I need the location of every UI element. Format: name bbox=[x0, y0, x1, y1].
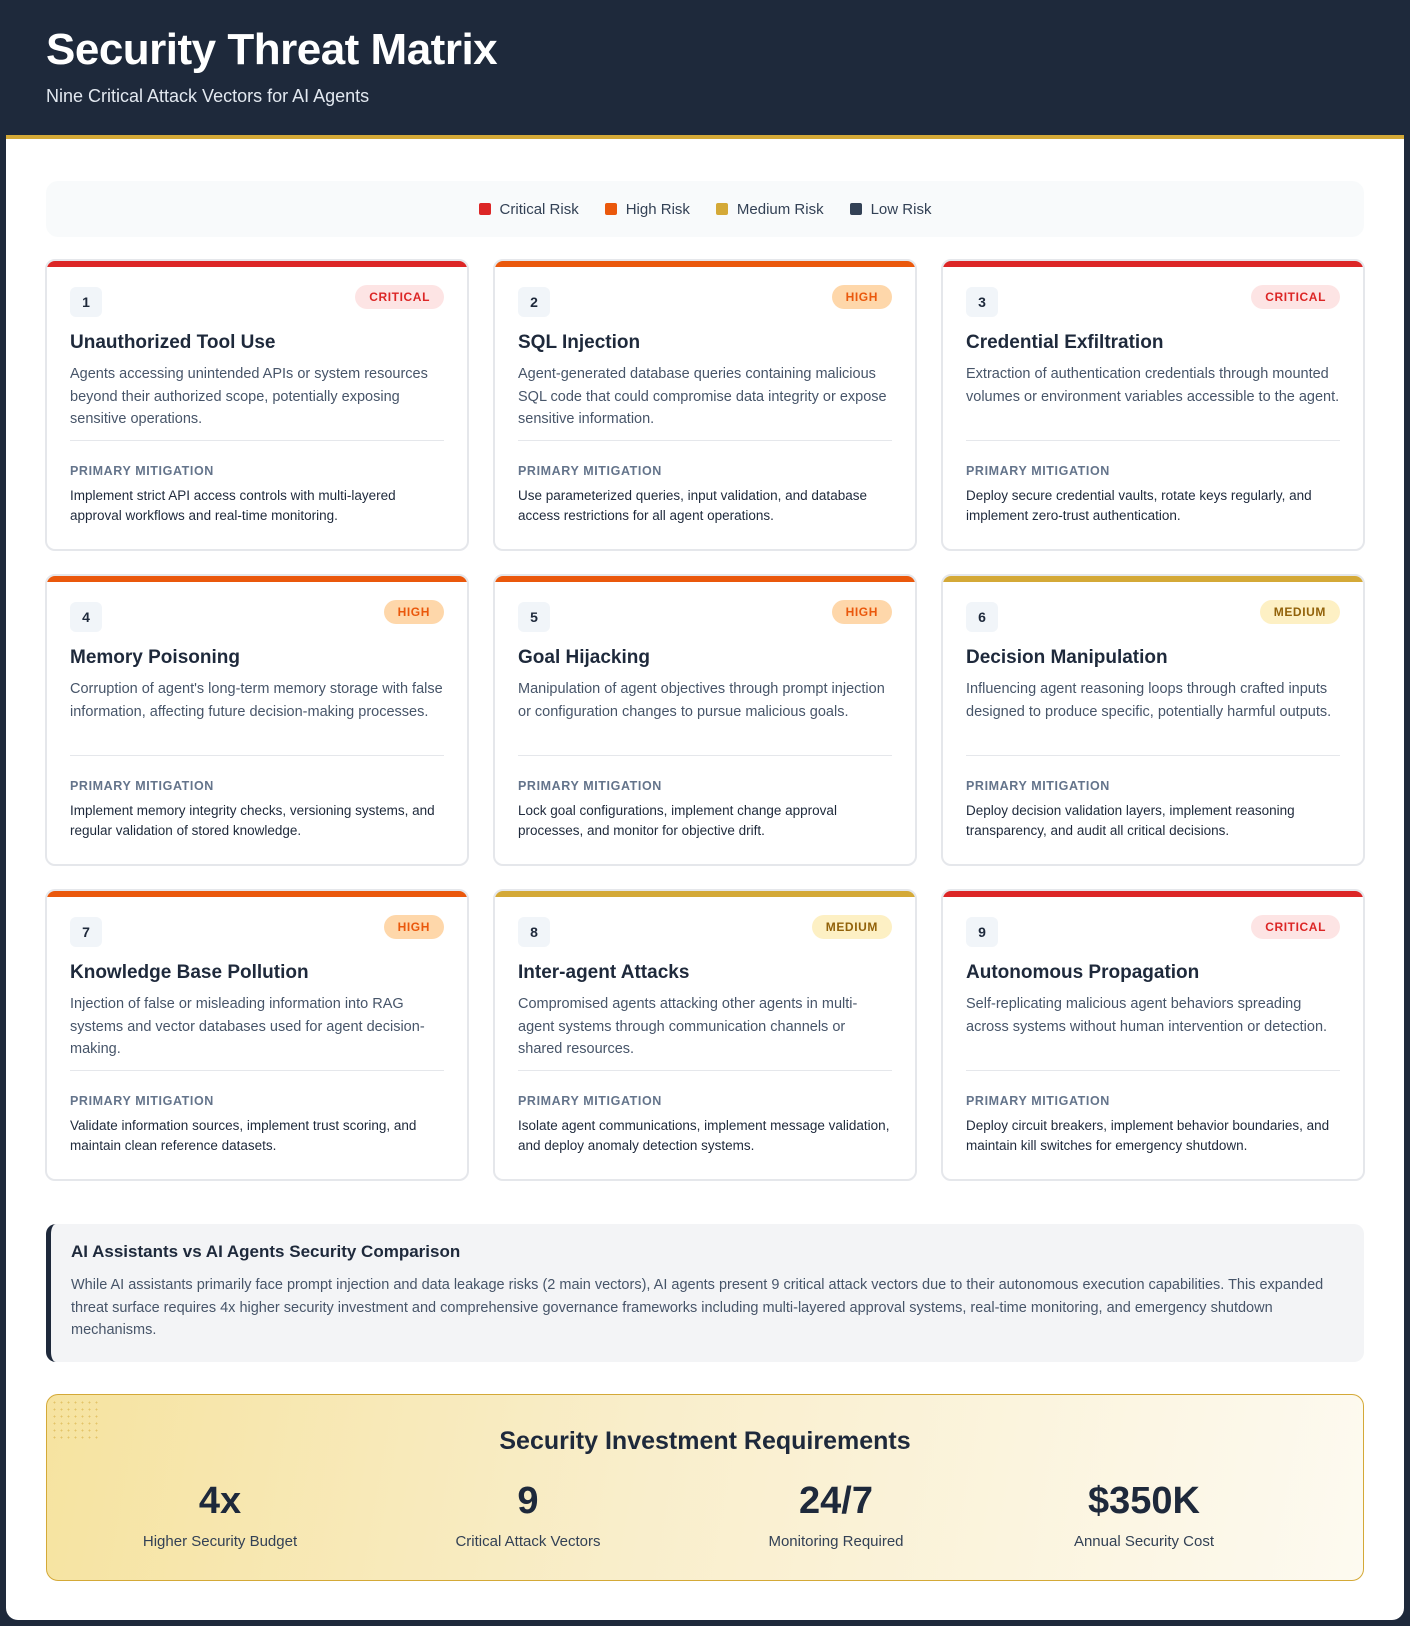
mitigation-text: Isolate agent communications, implement message validation, and deploy anomaly detection systems. bbox=[518, 1118, 890, 1153]
metric-label: Monitoring Required bbox=[768, 1533, 904, 1550]
threat-number: 7 bbox=[70, 917, 102, 947]
threat-description: Extraction of authentication credentials through mounted volumes or environment variables accessible to the agent. bbox=[966, 366, 1340, 405]
card-divider bbox=[966, 440, 1340, 441]
page-header bbox=[0, 0, 1410, 140]
threat-title: Memory Poisoning bbox=[70, 647, 240, 668]
threat-description: Compromised agents attacking other agents in multi-agent systems through communication channels or shared resources. bbox=[518, 996, 858, 1057]
comparison-body: While AI assistants primarily face prompt injection and data leakage risks (2 main vectors), AI agents present 9 critical attack vectors due to their autonomous execution capabilities. This expanded threat surface requires 4x higher security investment and comprehensive governance frameworks including multi-layered approval systems, real-time monitoring, and emergency shutdown mechanisms. bbox=[71, 1277, 1324, 1338]
comparison-callout bbox=[46, 1224, 1364, 1362]
mitigation-label: PRIMARY MITIGATION bbox=[966, 779, 1110, 793]
threat-card-5 bbox=[493, 574, 917, 866]
mitigation-text: Implement strict API access controls with multi-layered approval workflows and real-time monitoring. bbox=[70, 488, 396, 523]
metric-label: Higher Security Budget bbox=[142, 1533, 298, 1550]
mitigation-label: PRIMARY MITIGATION bbox=[518, 1094, 662, 1108]
severity-badge: CRITICAL bbox=[355, 285, 444, 309]
card-divider bbox=[518, 440, 892, 441]
risk-legend bbox=[46, 181, 1364, 237]
threat-description: Agents accessing unintended APIs or system resources beyond their authorized scope, potentially exposing sensitive operations. bbox=[70, 366, 428, 427]
threat-description: Self-replicating malicious agent behaviors spreading across systems without human intervention or detection. bbox=[966, 996, 1328, 1035]
page-subtitle: Nine Critical Attack Vectors for AI Agents bbox=[46, 86, 370, 107]
investment-title: Security Investment Requirements bbox=[499, 1427, 911, 1455]
metric-monitoring bbox=[676, 1479, 996, 1550]
legend-item-critical bbox=[479, 201, 579, 218]
threat-title: Inter-agent Attacks bbox=[518, 962, 690, 983]
severity-badge: MEDIUM bbox=[1260, 600, 1340, 624]
investment-panel bbox=[46, 1394, 1364, 1581]
severity-bar bbox=[943, 261, 1363, 267]
card-divider bbox=[70, 755, 444, 756]
mitigation-label: PRIMARY MITIGATION bbox=[70, 464, 214, 478]
metric-label: Annual Security Cost bbox=[1073, 1533, 1215, 1550]
threat-card-6 bbox=[941, 574, 1365, 866]
card-divider bbox=[70, 440, 444, 441]
severity-bar bbox=[943, 576, 1363, 582]
severity-badge: HIGH bbox=[384, 915, 444, 939]
mitigation-label: PRIMARY MITIGATION bbox=[966, 464, 1110, 478]
threat-title: Autonomous Propagation bbox=[966, 962, 1200, 983]
metric-value: 4x bbox=[198, 1480, 242, 1522]
threat-title: Goal Hijacking bbox=[518, 647, 650, 668]
card-divider bbox=[70, 1070, 444, 1071]
threat-card-8 bbox=[493, 889, 917, 1181]
mitigation-text: Use parameterized queries, input validation, and database access restrictions for all agent operations. bbox=[518, 488, 867, 523]
threat-title: SQL Injection bbox=[518, 332, 641, 353]
threat-number: 5 bbox=[518, 602, 550, 632]
severity-badge: MEDIUM bbox=[812, 915, 892, 939]
severity-bar bbox=[495, 891, 915, 897]
critical-swatch-icon bbox=[479, 203, 491, 215]
mitigation-label: PRIMARY MITIGATION bbox=[70, 779, 214, 793]
threat-description: Manipulation of agent objectives through prompt injection or configuration changes to pursue malicious goals. bbox=[518, 681, 885, 720]
threat-description: Corruption of agent's long-term memory storage with false information, affecting future decision-making processes. bbox=[70, 681, 443, 720]
severity-badge: HIGH bbox=[832, 285, 892, 309]
threat-number: 4 bbox=[70, 602, 102, 632]
severity-bar bbox=[495, 576, 915, 582]
threat-number: 6 bbox=[966, 602, 998, 632]
mitigation-label: PRIMARY MITIGATION bbox=[966, 1094, 1110, 1108]
mitigation-text: Validate information sources, implement trust scoring, and maintain clean reference datasets. bbox=[70, 1118, 417, 1153]
severity-badge: HIGH bbox=[832, 600, 892, 624]
content-sheet bbox=[6, 139, 1404, 1620]
card-divider bbox=[966, 1070, 1340, 1071]
threat-card-4 bbox=[45, 574, 469, 866]
threat-title: Knowledge Base Pollution bbox=[70, 962, 309, 983]
mitigation-label: PRIMARY MITIGATION bbox=[518, 464, 662, 478]
threat-card-1 bbox=[45, 259, 469, 551]
mitigation-text: Lock goal configurations, implement change approval processes, and monitor for objective drift. bbox=[518, 803, 837, 838]
high-swatch-icon bbox=[605, 203, 617, 215]
threat-number: 3 bbox=[966, 287, 998, 317]
comparison-title: AI Assistants vs AI Agents Security Comparison bbox=[71, 1242, 461, 1261]
metric-value: 9 bbox=[517, 1480, 539, 1522]
threat-card-2 bbox=[493, 259, 917, 551]
threat-card-7 bbox=[45, 889, 469, 1181]
legend-label: High Risk bbox=[625, 200, 690, 218]
card-divider bbox=[966, 755, 1340, 756]
metric-value: 24/7 bbox=[799, 1480, 873, 1522]
metric-cost bbox=[984, 1479, 1304, 1550]
severity-badge: HIGH bbox=[384, 600, 444, 624]
mitigation-label: PRIMARY MITIGATION bbox=[518, 779, 662, 793]
mitigation-text: Deploy circuit breakers, implement behavior boundaries, and maintain kill switches for emergency shutdown. bbox=[966, 1118, 1330, 1153]
page-title: Security Threat Matrix bbox=[46, 25, 498, 74]
severity-bar bbox=[495, 261, 915, 267]
threat-number: 9 bbox=[966, 917, 998, 947]
threat-description: Influencing agent reasoning loops through crafted inputs designed to produce specific, potentially harmful outputs. bbox=[966, 681, 1332, 720]
medium-swatch-icon bbox=[716, 203, 728, 215]
card-divider bbox=[518, 1070, 892, 1071]
severity-bar bbox=[47, 576, 467, 582]
metric-label: Critical Attack Vectors bbox=[455, 1533, 601, 1550]
low-swatch-icon bbox=[850, 203, 862, 215]
mitigation-text: Implement memory integrity checks, versioning systems, and regular validation of stored knowledge. bbox=[70, 803, 435, 838]
threat-number: 8 bbox=[518, 917, 550, 947]
threat-card-3 bbox=[941, 259, 1365, 551]
severity-badge: CRITICAL bbox=[1251, 285, 1340, 309]
metric-budget bbox=[60, 1479, 380, 1550]
threat-card-9 bbox=[941, 889, 1365, 1181]
threat-number: 1 bbox=[70, 287, 102, 317]
legend-label: Critical Risk bbox=[499, 200, 579, 218]
severity-bar bbox=[47, 891, 467, 897]
threat-description: Agent-generated database queries containing malicious SQL code that could compromise data integrity or expose sensitive information. bbox=[518, 366, 887, 427]
mitigation-label: PRIMARY MITIGATION bbox=[70, 1094, 214, 1108]
legend-item-high bbox=[605, 201, 690, 218]
legend-label: Medium Risk bbox=[736, 200, 824, 218]
threat-title: Decision Manipulation bbox=[966, 647, 1168, 668]
threat-title: Unauthorized Tool Use bbox=[70, 332, 276, 353]
mitigation-text: Deploy secure credential vaults, rotate keys regularly, and implement zero-trust authentication. bbox=[966, 488, 1312, 523]
severity-badge: CRITICAL bbox=[1251, 915, 1340, 939]
severity-bar bbox=[47, 261, 467, 267]
legend-label: Low Risk bbox=[870, 200, 932, 218]
severity-bar bbox=[943, 891, 1363, 897]
threat-title: Credential Exfiltration bbox=[966, 332, 1164, 353]
metric-vectors bbox=[368, 1479, 688, 1550]
threat-description: Injection of false or misleading information into RAG systems and vector databases used for agent decision-making. bbox=[70, 996, 425, 1057]
card-divider bbox=[518, 755, 892, 756]
mitigation-text: Deploy decision validation layers, implement reasoning transparency, and audit all critical decisions. bbox=[966, 803, 1295, 838]
threat-number: 2 bbox=[518, 287, 550, 317]
metric-value: $350K bbox=[1088, 1480, 1200, 1522]
legend-item-low bbox=[850, 201, 932, 218]
legend-item-medium bbox=[716, 201, 824, 218]
